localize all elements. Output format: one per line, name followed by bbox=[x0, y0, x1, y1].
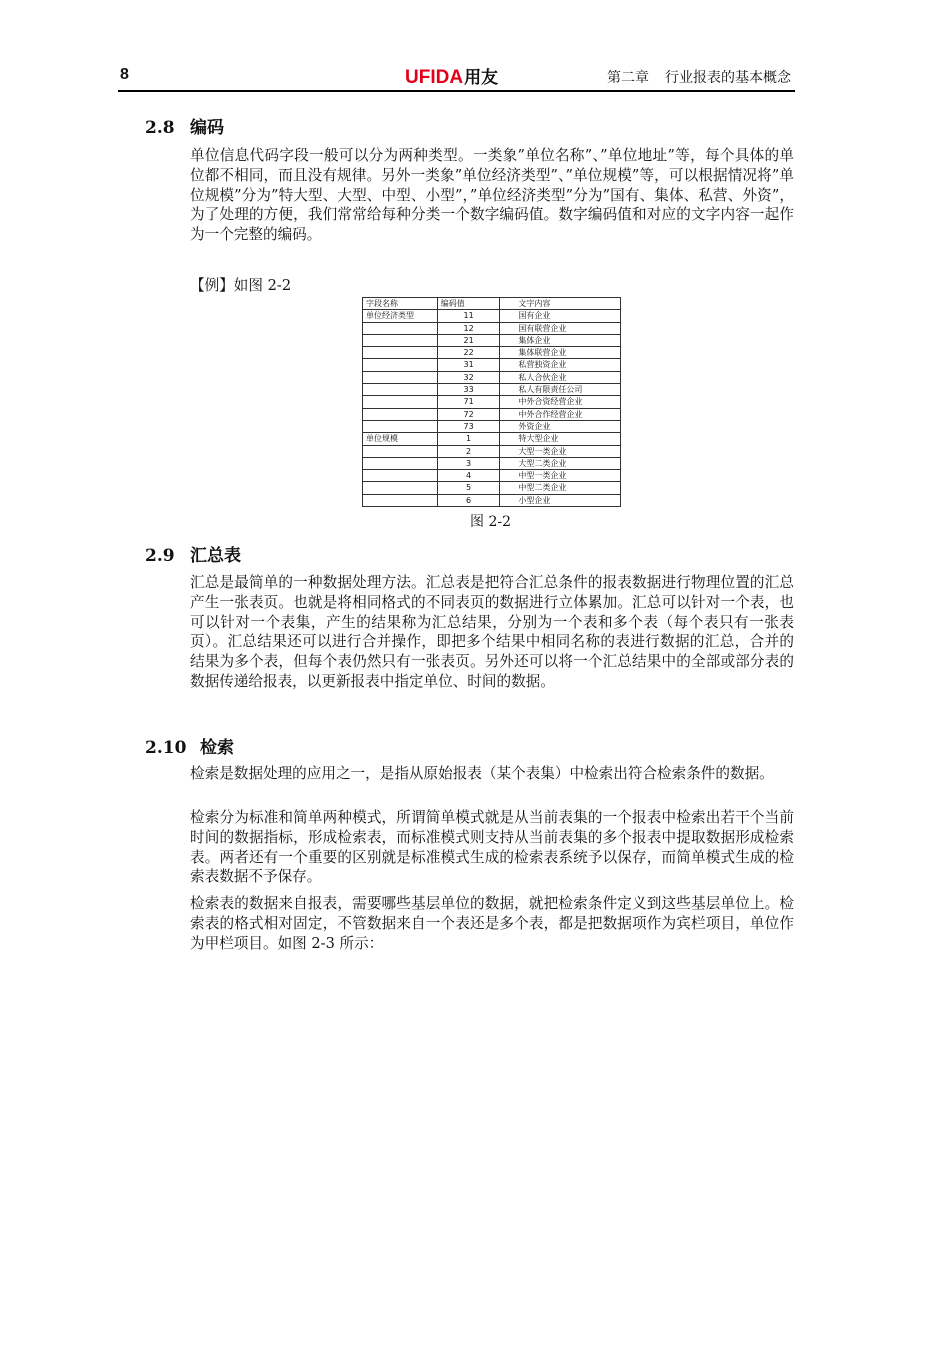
cell-field-name bbox=[363, 334, 438, 346]
cell-text-content: 集体联营企业 bbox=[500, 347, 621, 359]
cell-text-content: 私营独资企业 bbox=[500, 359, 621, 371]
table-row bbox=[363, 322, 621, 334]
cell-field-name bbox=[363, 322, 438, 334]
cell-text-content: 中外合资经营企业 bbox=[500, 396, 621, 408]
table-row bbox=[363, 310, 621, 322]
section-heading-2-9 bbox=[145, 541, 241, 566]
cell-text-content: 大型一类企业 bbox=[500, 445, 621, 457]
brand-logo bbox=[405, 63, 498, 89]
cell-code-value: 71 bbox=[437, 396, 500, 408]
cell-text-content: 国有企业 bbox=[500, 310, 621, 322]
example-label: 【例】如图 2-2 bbox=[190, 277, 292, 294]
table-row bbox=[363, 334, 621, 346]
cell-text-content: 中型一类企业 bbox=[500, 470, 621, 482]
table-row bbox=[363, 371, 621, 383]
section-heading-2-10 bbox=[145, 733, 234, 758]
cell-code-value: 12 bbox=[437, 322, 500, 334]
cell-field-name bbox=[363, 494, 438, 506]
brand-logo-cn: 用友 bbox=[464, 68, 499, 88]
table-row bbox=[363, 494, 621, 506]
section-title: 检索 bbox=[200, 738, 234, 758]
cell-code-value: 6 bbox=[437, 494, 500, 506]
cell-text-content: 中型二类企业 bbox=[500, 482, 621, 494]
cell-text-content: 私人有限责任公司 bbox=[500, 384, 621, 396]
cell-code-value: 1 bbox=[437, 433, 500, 445]
table-row bbox=[363, 384, 621, 396]
cell-code-value: 22 bbox=[437, 347, 500, 359]
table-row bbox=[363, 359, 621, 371]
cell-text-content: 特大型企业 bbox=[500, 433, 621, 445]
brand-logo-en: UFIDA bbox=[405, 67, 464, 88]
cell-field-name bbox=[363, 347, 438, 359]
cell-code-value: 31 bbox=[437, 359, 500, 371]
cell-field-name: 单位规模 bbox=[363, 433, 438, 445]
table-row bbox=[363, 445, 621, 457]
cell-field-name bbox=[363, 470, 438, 482]
cell-field-name bbox=[363, 371, 438, 383]
cell-field-name bbox=[363, 482, 438, 494]
cell-code-value: 11 bbox=[437, 310, 500, 322]
paragraph-retrieval-3: 检索表的数据来自报表，需要哪些基层单位的数据，就把检索条件定义到这些基层单位上。检索表的格式相对固定，不管数据来自一个表还是多个表，都是把数据项作为宾栏项目，单位作为甲栏项目。如图 2-3 所示： bbox=[190, 895, 794, 952]
cell-code-value: 2 bbox=[437, 445, 500, 457]
cell-text-content: 国有联营企业 bbox=[500, 322, 621, 334]
cell-field-name: 单位经济类型 bbox=[363, 310, 438, 322]
cell-field-name bbox=[363, 408, 438, 420]
table-row bbox=[363, 457, 621, 469]
table-row bbox=[363, 482, 621, 494]
table-row bbox=[363, 408, 621, 420]
cell-code-value: 33 bbox=[437, 384, 500, 396]
table-row bbox=[363, 433, 621, 445]
chapter-number: 第二章 bbox=[607, 70, 649, 86]
cell-field-name bbox=[363, 359, 438, 371]
cell-field-name bbox=[363, 420, 438, 432]
cell-code-value: 72 bbox=[437, 408, 500, 420]
cell-text-content: 小型企业 bbox=[500, 494, 621, 506]
cell-text-content: 中外合作经营企业 bbox=[500, 408, 621, 420]
cell-field-name bbox=[363, 396, 438, 408]
cell-code-value: 5 bbox=[437, 482, 500, 494]
page-header bbox=[118, 60, 795, 92]
table-row bbox=[363, 420, 621, 432]
cell-code-value: 4 bbox=[437, 470, 500, 482]
table-row bbox=[363, 470, 621, 482]
page-number: 8 bbox=[120, 66, 129, 83]
section-number: 2.8 bbox=[145, 118, 175, 138]
paragraph-summary: 汇总是最简单的一种数据处理方法。汇总表是把符合汇总条件的报表数据进行物理位置的汇总产生一张表页。也就是将相同格式的不同表页的数据进行立体累加。汇总可以针对一个表，也可以针对一个表集，产生的结果称为汇总结果，分别为一个表和多个表（每个表只有一张表页）。汇总结果还可以进行合并操作，即把多个结果中相同名称的表进行数据的汇总，合并的结果为多个表，但每个表仍然只有一张表页。另外还可以将一个汇总结果中的全部或部分表的数据传递给报表，以更新报表中指定单位、时间的数据。 bbox=[190, 574, 794, 690]
figure-caption: 图 2-2 bbox=[470, 514, 511, 530]
paragraph-retrieval-2: 检索分为标准和简单两种模式，所谓简单模式就是从当前表集的一个报表中检索出若干个当前时间的数据指标，形成检索表，而标准模式则支持从当前表集的多个报表中提取数据形成检索表。两者还有一个重要的区别就是标准模式生成的检索表系统予以保存，而简单模式生成的检索表数据不予保存。 bbox=[190, 809, 794, 886]
code-table-body bbox=[363, 310, 621, 507]
section-title: 编码 bbox=[190, 118, 224, 138]
cell-text-content: 私人合伙企业 bbox=[500, 371, 621, 383]
chapter-title bbox=[607, 67, 791, 87]
cell-code-value: 73 bbox=[437, 420, 500, 432]
code-table bbox=[362, 297, 621, 507]
cell-field-name bbox=[363, 457, 438, 469]
cell-code-value: 21 bbox=[437, 334, 500, 346]
table-header-row bbox=[363, 298, 621, 310]
paragraph-encoding: 单位信息代码字段一般可以分为两种类型。一类象”单位名称”、”单位地址”等，每个具体的单位都不相同，而且没有规律。另外一类象”单位经济类型”、”单位规模”等，可以根据情况将”单位规模”分为”特大型、大型、中型、小型”，”单位经济类型”分为”国有、集体、私营、外资”，为了处理的方便，我们常常给每种分类一个数字编码值。数字编码值和对应的文字内容一起作为一个完整的编码。 bbox=[190, 147, 794, 244]
cell-text-content: 集体企业 bbox=[500, 334, 621, 346]
section-number: 2.10 bbox=[145, 738, 187, 758]
column-header-text: 文字内容 bbox=[500, 298, 621, 310]
section-title: 汇总表 bbox=[190, 546, 241, 566]
cell-field-name bbox=[363, 384, 438, 396]
cell-text-content: 大型二类企业 bbox=[500, 457, 621, 469]
section-number: 2.9 bbox=[145, 546, 175, 566]
column-header-code: 编码值 bbox=[437, 298, 500, 310]
cell-field-name bbox=[363, 445, 438, 457]
cell-code-value: 32 bbox=[437, 371, 500, 383]
table-row bbox=[363, 347, 621, 359]
column-header-field: 字段名称 bbox=[363, 298, 438, 310]
table-row bbox=[363, 396, 621, 408]
cell-code-value: 3 bbox=[437, 457, 500, 469]
chapter-name: 行业报表的基本概念 bbox=[665, 70, 791, 86]
paragraph-retrieval-1: 检索是数据处理的应用之一，是指从原始报表（某个表集）中检索出符合检索条件的数据。 bbox=[190, 765, 774, 782]
section-heading-2-8 bbox=[145, 113, 224, 138]
cell-text-content: 外资企业 bbox=[500, 420, 621, 432]
